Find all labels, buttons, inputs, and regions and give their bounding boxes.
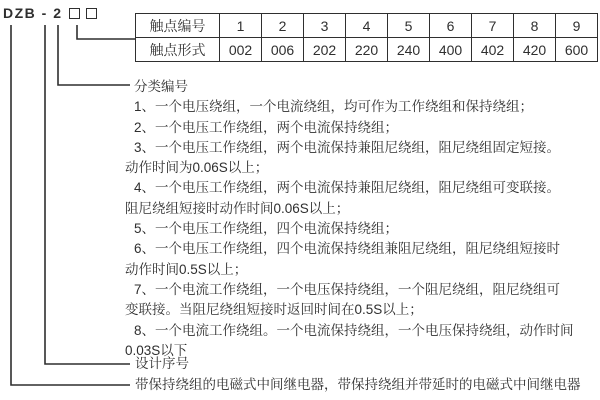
contact-number-cell: 6: [430, 14, 472, 38]
contact-number-cell: 2: [262, 14, 304, 38]
callout-line-classification: [58, 25, 130, 85]
row-label-contact-number: 触点编号: [136, 14, 220, 38]
contact-number-cell: 8: [514, 14, 556, 38]
code-placeholder-box-1: [69, 8, 80, 19]
classification-item-3: 3、一个电压工作绕组，两个电流保持兼阻尼绕组，阻尼绕组固定短接。: [134, 139, 561, 155]
design-serial-label: 设计序号: [135, 356, 189, 371]
contact-forms-table: [135, 13, 598, 62]
classification-section: [125, 77, 574, 361]
contact-form-cell: 202: [304, 38, 346, 62]
contact-number-cell: 5: [388, 14, 430, 38]
contact-form-cell: 002: [220, 38, 262, 62]
contact-form-cell: 006: [262, 38, 304, 62]
model-code-header: [3, 4, 97, 22]
row-label-contact-form: 触点形式: [136, 38, 220, 62]
classification-item-3-cont: 动作时间为0.06S以上；: [125, 160, 269, 176]
callout-line-contact-table: [77, 25, 136, 39]
contact-number-cell: 9: [556, 14, 598, 38]
classification-item-8: 8、一个电流工作绕组。一个电流保持绕组，一个电压保持绕组，动作时间: [134, 322, 574, 338]
table-row-contact-forms: [136, 38, 598, 62]
classification-item-4: 4、一个电压工作绕组，两个电流保持兼阻尼绕组，阻尼绕组可变联接。: [134, 180, 561, 196]
contact-form-cell: 400: [430, 38, 472, 62]
contact-form-cell: 240: [388, 38, 430, 62]
contact-number-cell: 7: [472, 14, 514, 38]
classification-label: 分类编号: [134, 79, 188, 94]
classification-item-2: 2、一个电压工作绕组，两个电流保持绕组；: [134, 119, 399, 135]
contact-form-cell: 600: [556, 38, 598, 62]
classification-item-8-cont: 0.03S以下: [125, 342, 188, 358]
contact-number-cell: 4: [346, 14, 388, 38]
contact-number-cell: 3: [304, 14, 346, 38]
contact-form-cell: 402: [472, 38, 514, 62]
classification-item-6: 6、一个电压工作绕组，四个电流保持绕组兼阻尼绕组，阻尼绕组短接时: [134, 241, 561, 257]
relay-description-label: 带保持绕组的电磁式中间继电器，带保持绕组并带延时的电磁式中间继电器: [135, 377, 581, 392]
model-code-text: DZB - 2: [3, 5, 63, 21]
classification-item-4-cont: 阻尼绕组短接时动作时间0.06S以上；: [125, 200, 350, 216]
classification-item-7: 7、一个电流工作绕组，一个电压保持绕组，一个阻尼绕组，阻尼绕组可: [134, 281, 561, 297]
contact-form-cell: 420: [514, 38, 556, 62]
table-row-contact-numbers: [136, 14, 598, 38]
callout-line-relay-description: [11, 25, 130, 385]
contact-number-cell: 1: [220, 14, 262, 38]
contact-form-cell: 220: [346, 38, 388, 62]
code-placeholder-box-2: [86, 8, 97, 19]
classification-item-7-cont: 变联接。当阻尼绕组短接时返回时间在0.5S以上；: [125, 302, 423, 318]
classification-item-6-cont: 动作时间0.5S以上；: [125, 261, 248, 277]
classification-item-1: 1、一个电压绕组，一个电流绕组，均可作为工作绕组和保持绕组；: [134, 99, 534, 115]
classification-item-5: 5、一个电压工作绕组，四个电流保持绕组；: [134, 221, 399, 237]
